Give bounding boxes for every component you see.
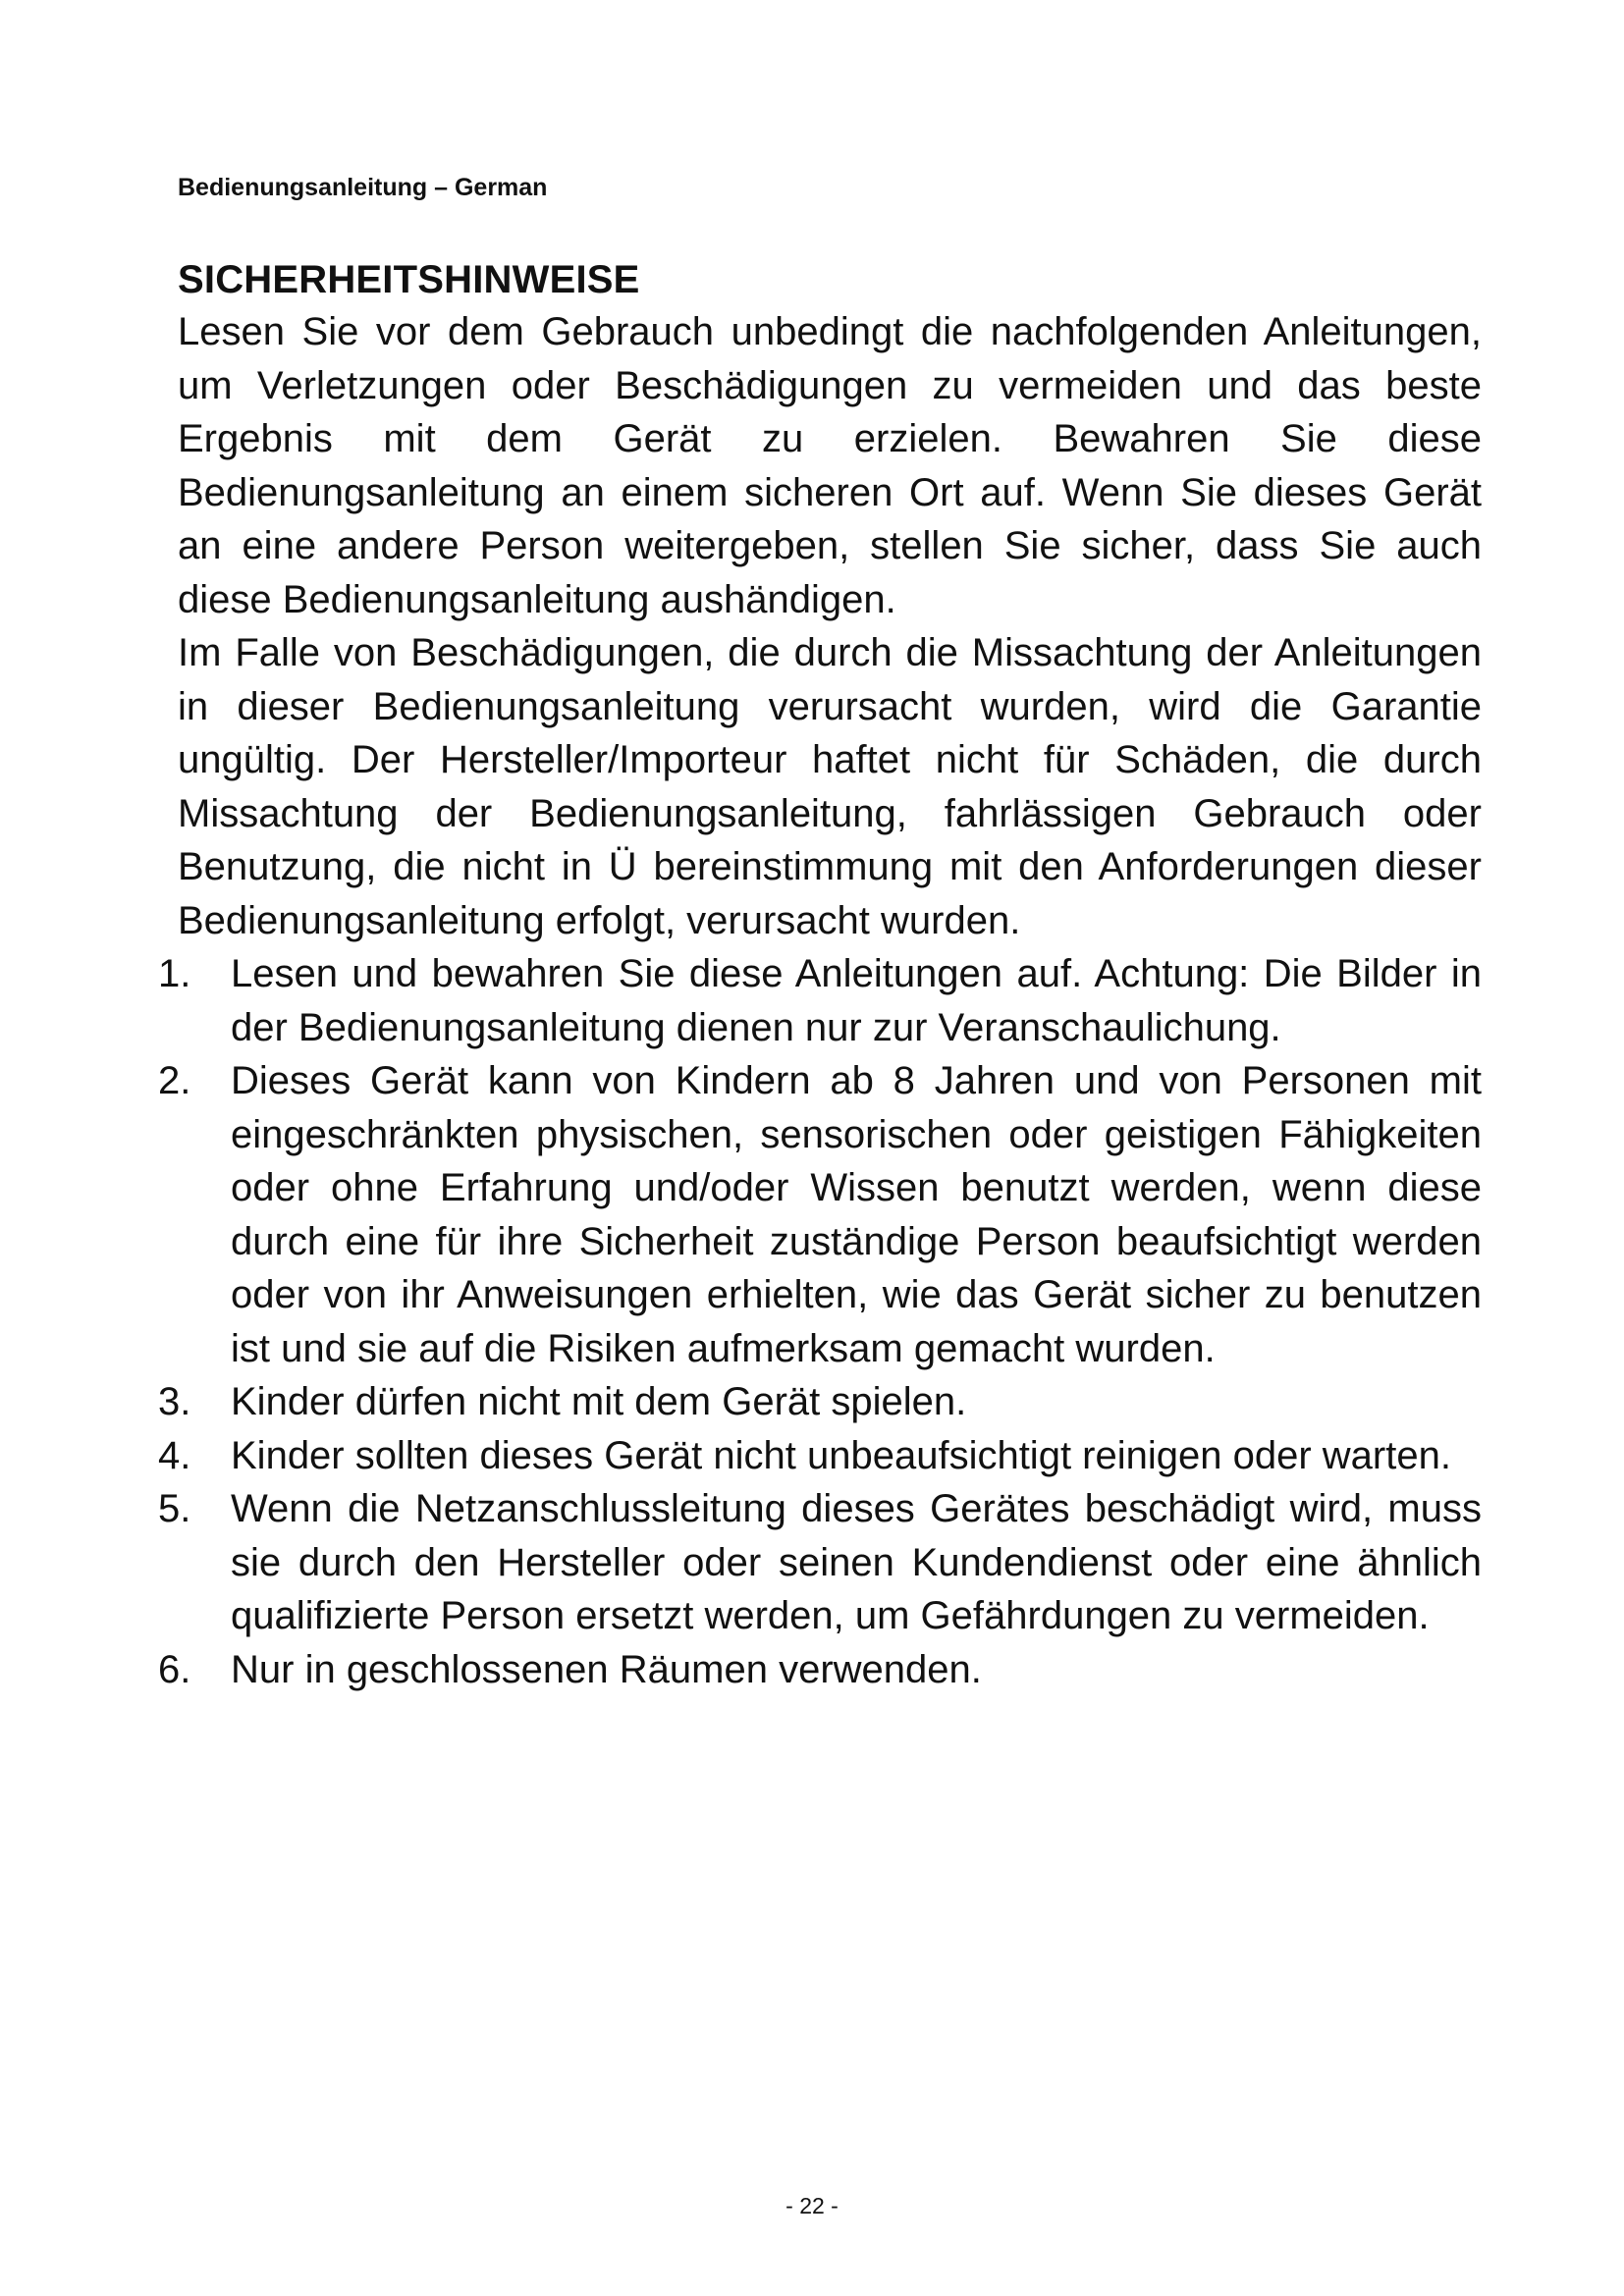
list-item-number: 2. [158, 1059, 191, 1102]
warranty-paragraph: Im Falle von Beschädigungen, die durch die Missachtung der Anleitungen in dieser Bedienungsanleitung verursacht wurden, wird die Garantie ungültig. Der Hersteller/Importeur haftet nicht für Schäden, die durch Missachtung der Bedienungsanleitung, fahrlässigen Gebrauch oder Benutzung, die nicht in Ü bereinstimmung mit den Anforderungen dieser Bedienungsanleitung erfolgt, verursacht wurden. [178, 631, 1482, 942]
list-item-text: Kinder dürfen nicht mit dem Gerät spielen. [231, 1380, 967, 1423]
list-item-number: 3. [158, 1380, 191, 1423]
list-item-text: Wenn die Netzanschlussleitung dieses Gerätes beschädigt wird, muss sie durch den Hersteller oder seinen Kundendienst oder eine ähnlich qualifizierte Person ersetzt werden, um Gefährdungen zu vermeiden. [231, 1487, 1482, 1637]
list-item-text: Nur in geschlossenen Räumen verwenden. [231, 1647, 982, 1691]
list-item-number: 4. [158, 1433, 191, 1477]
document-header: Bedienungsanleitung – German [178, 174, 548, 201]
list-item [158, 1054, 1482, 1375]
list-item-text: Lesen und bewahren Sie diese Anleitungen auf. Achtung: Die Bilder in der Bedienungsanleitung dienen nur zur Veranschaulichung. [231, 952, 1482, 1049]
list-item [158, 1482, 1482, 1643]
list-item-number: 5. [158, 1487, 191, 1530]
list-item [158, 947, 1482, 1054]
list-item-number: 1. [158, 952, 191, 995]
list-item-text: Dieses Gerät kann von Kindern ab 8 Jahren und von Personen mit eingeschränkten physischen, sensorischen oder geistigen Fähigkeiten oder ohne Erfahrung und/oder Wissen benutzt werden, wenn diese durch eine für ihre Sicherheit zuständige Person beaufsichtigt werden oder von ihr Anweisungen erhielten, wie das Gerät sicher zu benutzen ist und sie auf die Risiken aufmerksam gemacht wurden. [231, 1059, 1482, 1370]
intro-paragraph: Lesen Sie vor dem Gebrauch unbedingt die nachfolgenden Anleitungen, um Verletzungen oder Beschädigungen zu vermeiden und das beste Ergebnis mit dem Gerät zu erzielen. Bewahren Sie diese Bedienungsanleitung an einem sicheren Ort auf. Wenn Sie dieses Gerät an eine andere Person weitergeben, stellen Sie sicher, dass Sie auch diese Bedienungsanleitung aushändigen. [178, 310, 1482, 621]
main-content [158, 254, 1482, 1696]
page-number: - 22 - [785, 2193, 839, 2218]
list-item [158, 1429, 1482, 1483]
safety-instructions-list [158, 947, 1482, 1696]
list-item-text: Kinder sollten dieses Gerät nicht unbeaufsichtigt reinigen oder warten. [231, 1433, 1451, 1477]
list-item [158, 1643, 1482, 1697]
section-title: SICHERHEITSHINWEISE [178, 258, 640, 301]
list-item-number: 6. [158, 1647, 191, 1691]
list-item [158, 1375, 1482, 1429]
